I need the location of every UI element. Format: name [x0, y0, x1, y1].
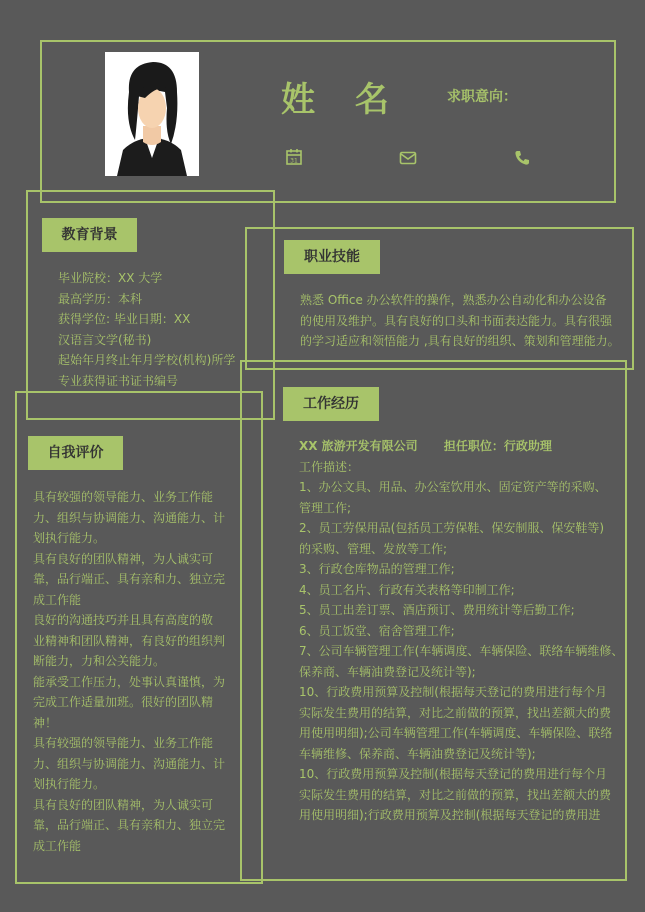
skills-title: 职业技能: [284, 240, 380, 274]
skills-line: 熟悉 Office 办公软件的操作，熟悉办公自动化和办公设备: [300, 293, 607, 307]
self-eval-line: 良好的沟通技巧并且具有高度的敬: [33, 613, 214, 627]
work-line: 3、行政仓库物品的管理工作;: [299, 562, 455, 576]
work-header-line: [299, 436, 623, 457]
self-eval-line: 断能力，力和公关能力。: [33, 654, 166, 668]
education-line: 毕业院校：XX 大学: [58, 271, 163, 285]
work-company: XX 旅游开发有限公司: [299, 439, 418, 453]
education-line: 专业获得证书证书编号: [58, 373, 179, 388]
work-line: 用使用明细);公司车辆管理工作(车辆调度、车辆保险、联络: [299, 726, 613, 740]
work-position: 担任职位：行政助理: [443, 439, 552, 453]
self-eval-line: 能承受工作压力，处事认真谨慎，为: [33, 674, 226, 689]
calendar-icon: [285, 148, 303, 166]
self-eval-line: 具有良好的团队精神，为人诚实可: [33, 797, 214, 812]
self-eval-text: [33, 487, 225, 856]
self-eval-title: 自我评价: [28, 436, 123, 470]
self-eval-line: 神！: [33, 715, 58, 730]
work-line: 10、行政费用预算及控制(根据每天登记的费用进行每个月: [299, 685, 607, 699]
self-eval-line: 具有较强的领导能力、业务工作能: [33, 736, 214, 750]
self-eval-line: 靠，品行端正、具有亲和力、独立完: [33, 818, 226, 832]
phone-icon: [513, 149, 531, 167]
self-eval-line: 划执行能力。: [33, 531, 106, 545]
self-eval-line: 划执行能力。: [33, 777, 106, 791]
work-line: 保养商、车辆油费登记及统计等);: [299, 664, 476, 679]
work-line: 用使用明细);行政费用预算及控制(根据每天登记的费用进: [299, 808, 601, 822]
job-intent-label: 求职意向：: [447, 89, 517, 105]
skills-line: 的使用及维护。具有良好的口头和书面表达能力。具有很强: [300, 313, 613, 328]
work-line: 4、员工名片、行政有关表格等印制工作;: [299, 582, 515, 597]
svg-text:31: 31: [290, 157, 298, 165]
work-line: 实际发生费用的结算，对比之前做的预算，找出差额大的费: [299, 787, 612, 802]
self-eval-line: 成工作能: [33, 838, 82, 853]
mail-icon: [399, 149, 417, 167]
work-text: [299, 436, 623, 826]
education-title: 教育背景: [42, 218, 137, 252]
self-eval-line: 成工作能: [33, 592, 82, 607]
work-line: 5、员工出差订票、酒店预订、费用统计等后勤工作;: [299, 603, 575, 617]
skills-text: [300, 290, 620, 352]
education-text: [58, 268, 235, 391]
work-line: 实际发生费用的结算，对比之前做的预算，找出差额大的费: [299, 705, 612, 720]
work-line: 的采购、管理、发放等工作;: [299, 541, 448, 556]
work-line: 管理工作;: [299, 500, 352, 515]
education-line: 获得学位: 毕业日期：XX: [58, 312, 191, 326]
education-line: 最高学历：本科: [58, 291, 143, 306]
education-line: 汉语言文学(秘书): [58, 332, 152, 347]
self-eval-line: 力、组织与协调能力、沟通能力、计: [33, 510, 226, 525]
work-line: 7、公司车辆管理工作(车辆调度、车辆保险、联络车辆维修、: [299, 644, 624, 658]
self-eval-line: 力、组织与协调能力、沟通能力、计: [33, 756, 226, 771]
skills-line: 的学习适应和领悟能力 ,具有良好的组织、策划和管理能力。: [300, 334, 620, 348]
resume-name: 姓 名: [281, 80, 403, 120]
work-title: 工作经历: [283, 387, 379, 421]
work-line: 6、员工饭堂、宿舍管理工作;: [299, 623, 455, 638]
work-line: 2、员工劳保用品(包括员工劳保鞋、保安制服、保安鞋等): [299, 521, 605, 535]
work-line: 10、行政费用预算及控制(根据每天登记的费用进行每个月: [299, 767, 607, 781]
avatar: [105, 52, 199, 176]
work-line: 工作描述：: [299, 459, 360, 474]
self-eval-line: 具有较强的领导能力、业务工作能: [33, 490, 214, 504]
self-eval-line: 完成工作适量加班。很好的团队精: [33, 695, 214, 709]
education-line: 起始年月终止年月学校(机构)所学: [58, 353, 236, 367]
self-eval-line: 靠，品行端正、具有亲和力、独立完: [33, 572, 226, 586]
self-eval-line: 具有良好的团队精神，为人诚实可: [33, 551, 214, 566]
work-line: 1、办公文具、用品、办公室饮用水、固定资产等的采购、: [299, 480, 607, 494]
work-line: 车辆维修、保养商、车辆油费登记及统计等);: [299, 746, 536, 761]
self-eval-line: 业精神和团队精神，有良好的组织判: [33, 633, 226, 648]
